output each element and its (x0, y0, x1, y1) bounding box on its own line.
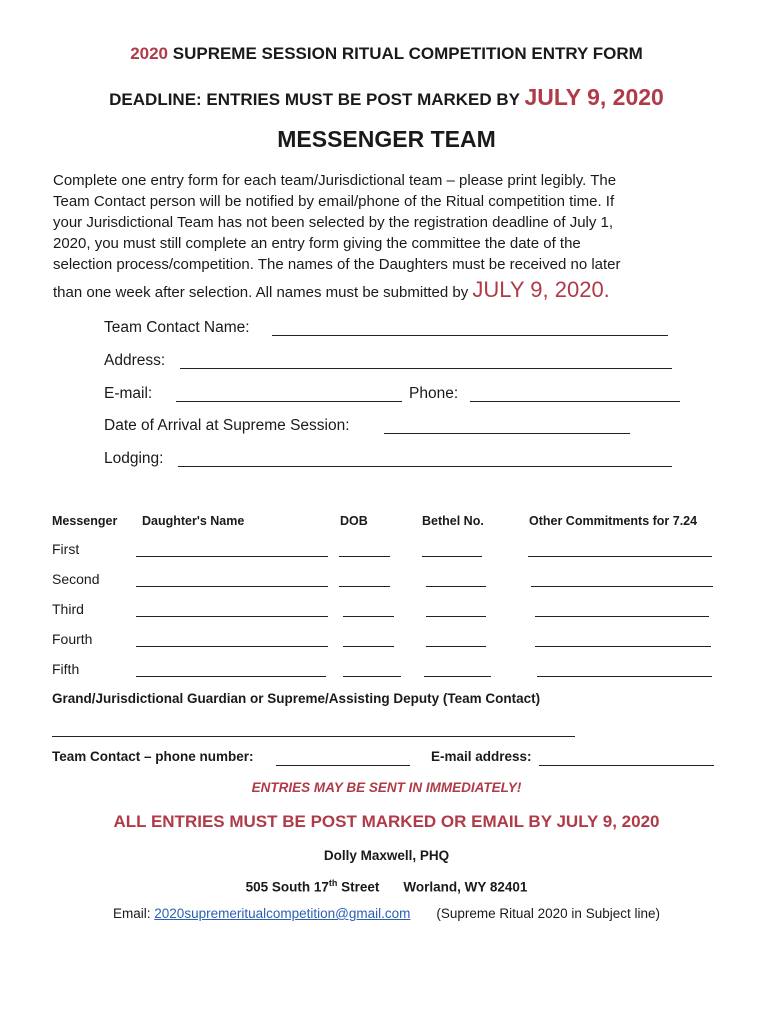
dob-line[interactable] (343, 676, 401, 677)
street-suffix: th (328, 878, 338, 888)
bethel-no-line[interactable] (426, 616, 486, 617)
address-input-line[interactable] (180, 368, 672, 369)
daughter-name-line[interactable] (136, 556, 328, 557)
lodging-label: Lodging: (104, 450, 164, 467)
intro-line: Team Contact person will be notified by email/phone of the Ritual competition time. If (53, 193, 615, 210)
intro-line: your Jurisdictional Team has not been selected by the registration deadline of July 1, (53, 214, 614, 231)
contact-email-label: E-mail address: (431, 749, 532, 764)
team-title: MESSENGER TEAM (277, 126, 496, 152)
title-rest: SUPREME SESSION RITUAL COMPETITION ENTRY FORM (168, 44, 643, 63)
title-year: 2020 (130, 44, 169, 63)
intro-line: 2020, you must still complete an entry form giving the committee the date of the (53, 235, 581, 252)
email-label: E-mail: (104, 385, 153, 402)
other-commitments-line[interactable] (535, 616, 709, 617)
deadline-heading (0, 84, 773, 111)
contact-phone-label: Team Contact – phone number: (52, 749, 254, 764)
row-label-fourth: Fourth (52, 631, 93, 647)
col-header-bethel-no: Bethel No. (422, 514, 484, 528)
intro-line: Complete one entry form for each team/Jurisdictional team – please print legibly. The (53, 172, 617, 189)
daughter-name-line[interactable] (136, 586, 328, 587)
row-label-fifth: Fifth (52, 661, 80, 677)
col-header-messenger: Messenger (52, 514, 118, 528)
city-state-zip: Worland, WY 82401 (403, 879, 528, 895)
email-link[interactable]: 2020supremeritualcompetition@gmail.com (154, 906, 411, 921)
other-commitments-line[interactable] (531, 586, 713, 587)
team-contact-name-label: Team Contact Name: (104, 319, 250, 336)
arrival-date-label: Date of Arrival at Supreme Session: (104, 417, 350, 434)
email-prefix-label: Email: (113, 906, 155, 921)
bethel-no-line[interactable] (426, 646, 486, 647)
subject-line-note: (Supreme Ritual 2020 in Subject line) (436, 906, 660, 921)
phone-input-line[interactable] (470, 401, 680, 402)
other-commitments-line[interactable] (537, 676, 712, 677)
deadline-prefix: DEADLINE: ENTRIES MUST BE POST MARKED BY (109, 90, 525, 109)
intro-line6-text: than one week after selection. All names must be submitted by (53, 284, 473, 301)
bethel-no-line[interactable] (422, 556, 482, 557)
col-header-daughters-name: Daughter's Name (142, 514, 245, 528)
street-number: 505 South 17 (245, 879, 329, 895)
row-label-second: Second (52, 571, 100, 587)
email-input-line[interactable] (176, 401, 402, 402)
email-line (0, 906, 773, 921)
intro-paragraph (53, 170, 713, 303)
deadline-date: JULY 9, 2020 (524, 84, 664, 110)
row-label-third: Third (52, 601, 84, 617)
address-label: Address: (104, 352, 166, 369)
bethel-no-line[interactable] (426, 586, 486, 587)
dob-line[interactable] (343, 616, 394, 617)
phone-label: Phone: (409, 385, 459, 402)
col-header-dob: DOB (340, 514, 368, 528)
other-commitments-line[interactable] (535, 646, 711, 647)
all-entries-notice: ALL ENTRIES MUST BE POST MARKED OR EMAIL BY JULY 9, 2020 (113, 812, 660, 831)
entries-immediately-notice: ENTRIES MAY BE SENT IN IMMEDIATELY! (251, 780, 522, 795)
row-label-first: First (52, 541, 80, 557)
intro-line (53, 279, 713, 303)
lodging-input-line[interactable] (178, 466, 672, 467)
contact-email-input-line[interactable] (539, 765, 714, 766)
arrival-date-input-line[interactable] (384, 433, 630, 434)
team-contact-name-input-line[interactable] (272, 335, 668, 336)
daughter-name-line[interactable] (136, 676, 326, 677)
guardian-label: Grand/Jurisdictional Guardian or Supreme/Assisting Deputy (Team Contact) (52, 691, 541, 706)
dob-line[interactable] (339, 556, 390, 557)
form-title (0, 44, 773, 64)
contact-phone-input-line[interactable] (276, 765, 410, 766)
street-rest: Street (337, 879, 380, 895)
intro-line: selection process/competition. The names of the Daughters must be received no later (53, 256, 621, 273)
mailing-address (0, 878, 773, 895)
guardian-input-line[interactable] (52, 736, 575, 737)
dob-line[interactable] (339, 586, 390, 587)
contact-person-name: Dolly Maxwell, PHQ (323, 848, 450, 863)
col-header-other-commitments: Other Commitments for 7.24 (529, 514, 698, 528)
daughter-name-line[interactable] (136, 616, 328, 617)
dob-line[interactable] (343, 646, 394, 647)
intro-line6-date: JULY 9, 2020. (472, 277, 610, 302)
other-commitments-line[interactable] (528, 556, 712, 557)
bethel-no-line[interactable] (424, 676, 491, 677)
daughter-name-line[interactable] (136, 646, 328, 647)
